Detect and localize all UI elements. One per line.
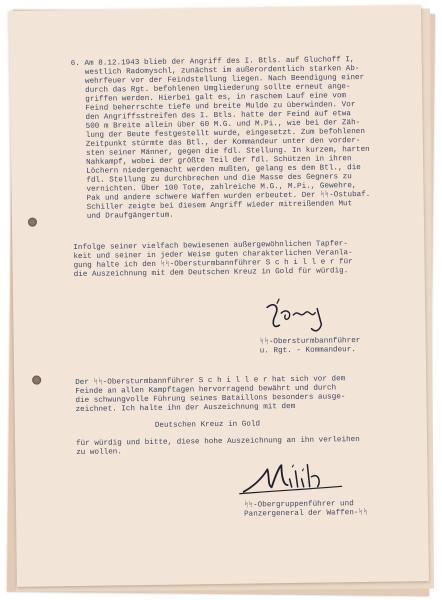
text-line: den Angriffsstreifen des I. Btls. hatte der Feind auf etwa [85,110,351,122]
punch-hole-top [28,218,37,227]
regiment-commander-signature [249,294,350,337]
text-line: Pak und andere schwere Waffen wurden erbeutet. Der ᛋᛋ-Ostubaf. [86,190,371,203]
text-line: für würdig und bitte, diese hohe Auszeichnung an ihn verleihen [75,436,360,449]
text-line: lung der Beute festgestellt wurde, eingesetzt. Zum befohlenen [85,127,365,140]
signatory-title: Panzergeneral der Waffen-ᛋᛋ [243,508,368,519]
text-line: Nahkampf, wobei der größte Teil der fdl. Schützen in ihren [86,155,352,167]
text-line: Feinde an allen Kampftagen hervorragend bewährt und durch [75,384,337,397]
signatory-title: u. Rgt. - Kommandeur. [259,346,356,356]
award-name: Deutschen Kreuz in Gold [154,420,261,430]
text-line: Infolge seiner vielfach bewiesenen außergewöhnlichen Tapfer- [73,240,348,253]
text-line: durch das Rgt. befohlenen Umgliederung sollte erneut ange- [85,83,351,95]
text-line: sten seiner Männer, gegen die fdl. Stellung. In kurzem, harten [85,145,370,158]
signatory-title: ᛋᛋ-Obergruppenführer und [243,500,354,510]
text-line: griffen werden. Hierbei galt es, in raschem Lauf eine vom [85,92,347,104]
text-line: wehrfeuer vor der Feindstellung liegen. Nach Beendigung einer [84,73,365,86]
text-line: vernichten. Über 100 Tote, zahlreiche M.G., M.Pi., Gewehre, [86,182,357,194]
text-line: die Auszeichnung mit dem Deutschen Kreuz in Gold für würdig. [73,267,349,280]
punch-hole-bottom [32,375,41,384]
paragraph-battle-report [9,5,421,221]
text-line: und Draufgängertum. [86,211,174,221]
text-line: die schwungvolle Führung seines Bataillons besonders ausge- [75,393,346,406]
text-line: Schiller zeigte bei diesem Angriff wieder mitreißenden Mut [86,200,353,212]
text-line: Löchern niedergemacht werden mußten, gelang es dem Btl., die [86,164,361,176]
text-line: 500 m Breite allein über 60 M.G. und M.Pi., wie bei der Zäh- [85,119,361,131]
text-line: fdl. Stellung zu durchbrechen und die Masse des Gegners zu [86,173,352,185]
text-line: Zeitpunkt stürmte das Btl., der Kommandeur unter den vorder- [85,137,361,149]
signatory-title: ᛋᛋ-Obersturmbannführer [259,337,361,347]
text-line: keit und seiner in jeder Weise guten charakterlichen Veranla- [73,249,353,262]
text-line: westlich Radomyschl, zunächst im außerordentlich starken Ab- [84,65,360,77]
general-signature [237,456,348,500]
text-line: zu wollen. [76,448,123,458]
text-line: Feind beherrschte tiefe und breite Mulde zu überwinden. Vor [85,101,356,113]
text-line: 6. Am 8.12.1943 blieb der Angriff des I. Btls. auf Gluchoff I, [70,56,355,69]
text-line: Der ᛋᛋ-Obersturmbannführer S c h i l l e r hat sich vor dem [75,375,346,388]
text-line: zeichnet. Ich halte ihn der Auszeichnung mit dem [75,402,296,415]
document-page [9,5,429,587]
text-line: gung halte ich den ᛋᛋ-Obersturmbannführer S c h i l l e r für [73,258,353,271]
